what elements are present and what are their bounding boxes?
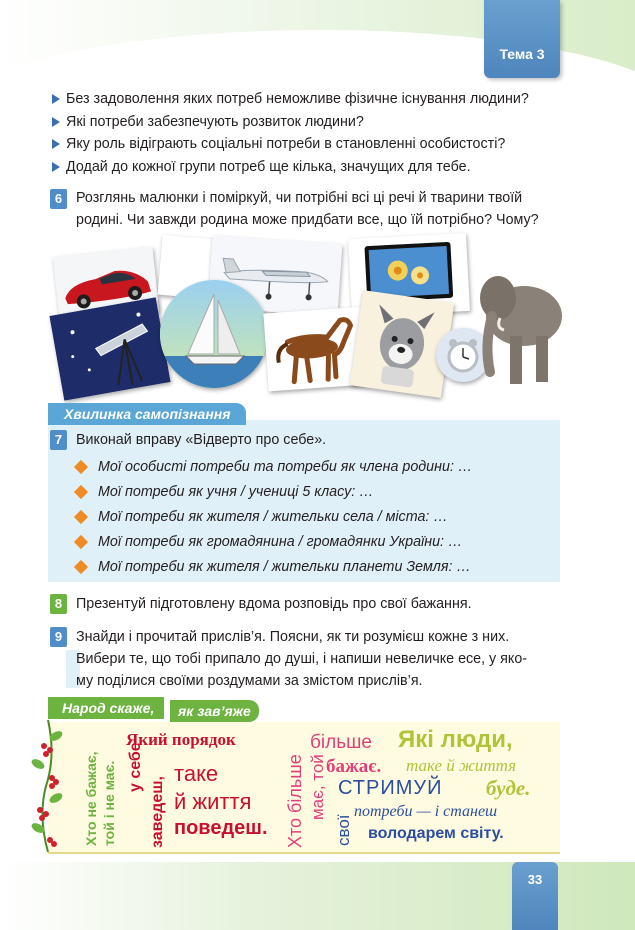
proverb-1-line-1: Хто не бажає, bbox=[83, 751, 99, 846]
triangle-bullet-icon bbox=[52, 94, 60, 104]
viburnum-ornament-icon bbox=[26, 716, 70, 856]
telescope-icon bbox=[49, 297, 170, 400]
task-number-9: 9 bbox=[50, 627, 67, 647]
triangle-bullet-icon bbox=[52, 139, 60, 149]
proverb-4-line-1: Які люди, bbox=[398, 726, 513, 753]
elephant-picture bbox=[470, 256, 566, 392]
proverbs-banner-left: Народ скаже, bbox=[48, 697, 164, 719]
proverb-5-line-3: потреби — і станеш bbox=[354, 803, 498, 820]
task-number-8: 8 bbox=[50, 594, 67, 614]
questions-list bbox=[52, 88, 592, 178]
elephant-icon bbox=[470, 256, 566, 392]
triangle-bullet-icon bbox=[52, 117, 60, 127]
proverb-3-line-1: Хто більше bbox=[285, 754, 305, 848]
sailboat-picture bbox=[160, 280, 268, 388]
proverb-4-line-2: таке й життя bbox=[406, 756, 517, 775]
proverb-2-line-2: у себе bbox=[127, 742, 144, 792]
sailboat-icon bbox=[160, 280, 268, 388]
task6-line2: родині. Чи завжди родина може придбати все, що їй потрібно? Чому? bbox=[76, 212, 539, 228]
task-number-7: 7 bbox=[50, 430, 67, 450]
task9-line2: Вибери те, що тобі припало до душі, і напиши невеличке есе, у яко- bbox=[76, 651, 528, 667]
task-number-6: 6 bbox=[50, 189, 67, 209]
task6-line1: Розглянь малюнки і поміркуй, чи потрібні всі ці речі й тварини твоїй bbox=[76, 190, 523, 206]
proverb-5-line-1: свої bbox=[334, 814, 353, 846]
self-knowledge-item: Мої потреби як жителя / жительки села / міста: … bbox=[98, 506, 448, 528]
pictures-collage bbox=[50, 230, 570, 400]
proverb-5-line-2: СТРИМУЙ bbox=[338, 777, 443, 799]
task9-line3: му поділися своїми роздумами за змістом прислів’я. bbox=[76, 673, 423, 689]
telescope-picture bbox=[49, 297, 170, 400]
proverb-5-line-4: володарем світу. bbox=[368, 825, 504, 842]
proverb-3-line-4: бажає. bbox=[326, 756, 382, 777]
self-knowledge-item: Мої потреби як громадянина / громадянки України: … bbox=[98, 531, 462, 553]
question-item: Які потреби забезпечують розвиток людини? bbox=[52, 111, 592, 134]
task7-intro: Виконай вправу «Відверто про себе». bbox=[76, 432, 327, 448]
triangle-bullet-icon bbox=[52, 162, 60, 172]
proverb-2-line-5: й життя bbox=[174, 789, 252, 814]
proverb-3-line-3: більше bbox=[310, 732, 372, 753]
question-item: Без задоволення яких потреб неможливе фізичне існування людини? bbox=[52, 88, 592, 111]
question-item: Додай до кожної групи потреб ще кілька, значущих для тебе. bbox=[52, 156, 592, 179]
page-number: 33 bbox=[527, 872, 543, 887]
proverb-2-line-3: заведеш, bbox=[149, 776, 166, 848]
task8-text: Презентуй підготовлену вдома розповідь про свої бажання. bbox=[76, 596, 472, 612]
proverb-2-line-6: поведеш. bbox=[174, 817, 268, 839]
question-item: Яку роль відіграють соціальні потреби в становленні особистості? bbox=[52, 133, 592, 156]
proverb-1-line-2: той і не має. bbox=[101, 760, 117, 846]
proverb-2-line-1: Який порядок bbox=[126, 730, 236, 749]
topic-tab bbox=[484, 0, 560, 78]
page-number-tab bbox=[512, 862, 558, 930]
self-knowledge-item: Мої потреби як учня / учениці 5 класу: … bbox=[98, 481, 373, 503]
proverbs-banner-right: як зав’яже bbox=[170, 700, 259, 722]
proverb-4-line-3: буде. bbox=[486, 776, 531, 800]
topic-label: Тема 3 bbox=[499, 46, 545, 62]
task9-line1: Знайди і прочитай прислів’я. Поясни, як ти розумієш кожне з них. bbox=[76, 629, 510, 645]
self-knowledge-heading: Хвилинка самопізнання bbox=[48, 403, 246, 425]
proverb-3-line-2: має, той bbox=[308, 754, 327, 820]
self-knowledge-item: Мої особисті потреби та потреби як члена родини: … bbox=[98, 456, 472, 478]
self-knowledge-item: Мої потреби як жителя / жительки планети Земля: … bbox=[98, 556, 471, 578]
proverb-2-line-4: таке bbox=[174, 761, 219, 786]
